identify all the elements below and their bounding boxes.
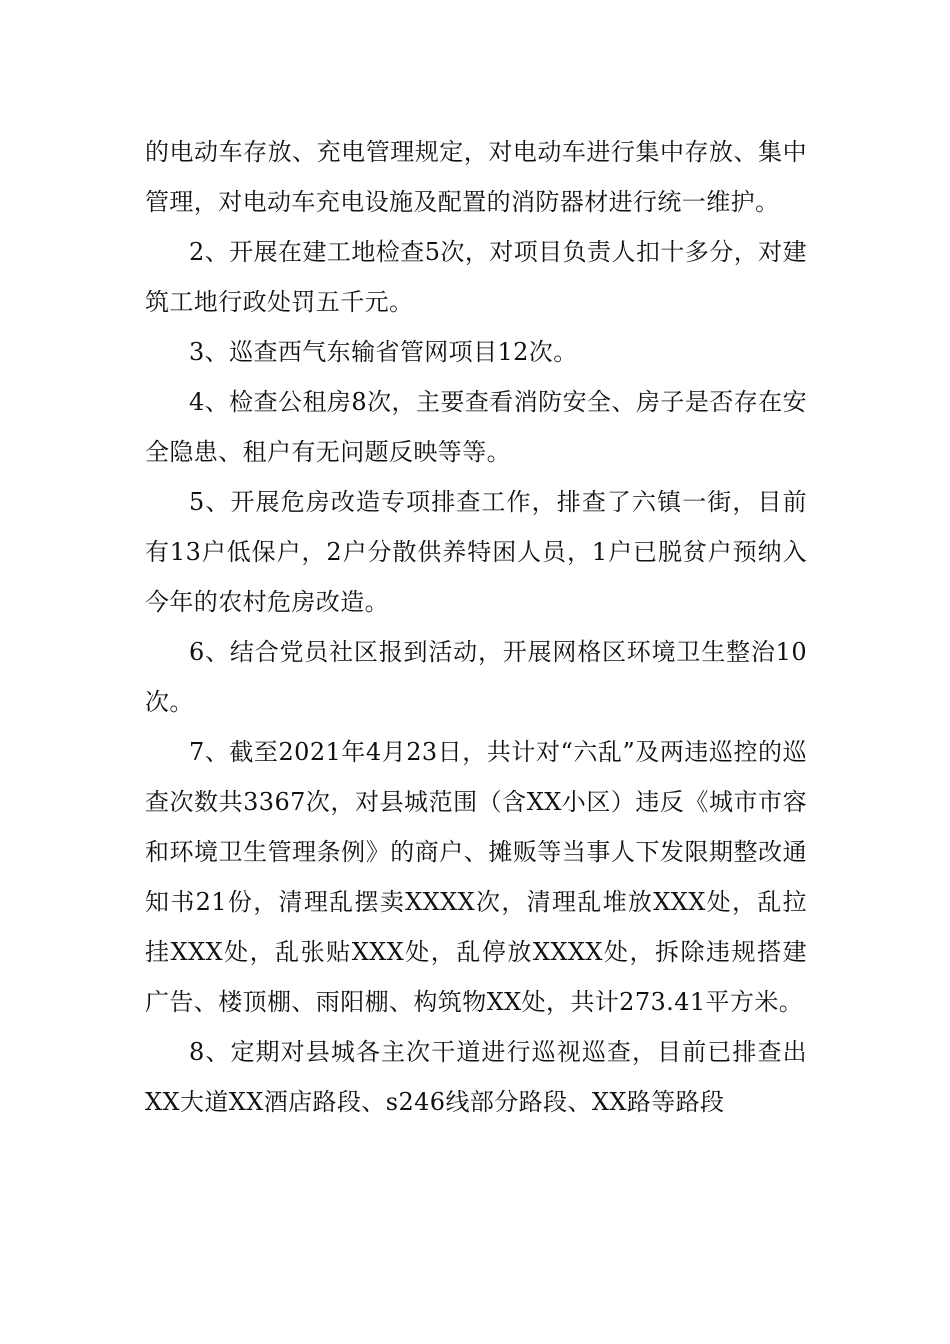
paragraph-continued: 的电动车存放、充电管理规定，对电动车进行集中存放、集中管理，对电动车充电设施及配置的消防器材进行统一维护。 — [145, 138, 807, 216]
paragraph-item-6: 6、结合党员社区报到活动，开展网格区环境卫生整治10次。 — [145, 638, 807, 716]
paragraph-item-5: 5、开展危房改造专项排查工作，排查了六镇一街，目前有13户低保户，2户分散供养特困人员，1户已脱贫户预纳入今年的农村危房改造。 — [145, 488, 807, 616]
paragraph-item-2: 2、开展在建工地检查5次，对项目负责人扣十多分，对建筑工地行政处罚五千元。 — [145, 238, 807, 316]
paragraph-item-8: 8、定期对县城各主次干道进行巡视巡查，目前已排查出XX大道XX酒店路段、s246线部分路段、XX路等路段 — [145, 1038, 807, 1116]
document-body — [145, 127, 807, 1127]
paragraph-item-3: 3、巡查西气东输省管网项目12次。 — [189, 338, 578, 366]
paragraph-item-4: 4、检查公租房8次，主要查看消防安全、房子是否存在安全隐患、租户有无问题反映等等。 — [145, 388, 807, 466]
paragraph-item-7: 7、截至2021年4月23日，共计对“六乱”及两违巡控的巡查次数共3367次，对县城范围（含XX小区）违反《城市市容和环境卫生管理条例》的商户、摊贩等当事人下发限期整改通知书21份，清理乱摆卖XXXX次，清理乱堆放XXX处，乱拉挂XXX处，乱张贴XXX处，乱停放XXXX处，拆除违规搭建广告、楼顶棚、雨阳棚、构筑物XX处，共计273.41平方米。 — [145, 738, 807, 1016]
